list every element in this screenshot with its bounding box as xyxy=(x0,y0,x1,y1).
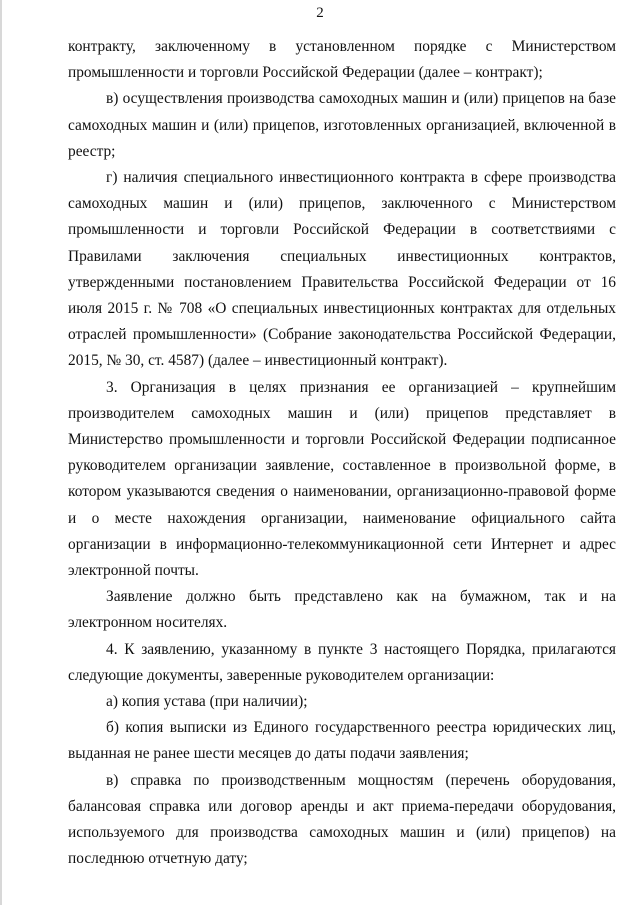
paragraph-item-a-charter: а) копия устава (при наличии); xyxy=(106,693,308,711)
paragraph-item-g-investment-contract: г) наличия специального инвестиционного контракта в сфере производства самоходных машин и (или) прицепов, заключенного с Министерством промышленности и торговли Российской Федерации в соответствиями с Правилами заключения специальных инвестиционных контрактов, утвержденными постановлением Правительства Российской Федерации от 16 июля 2015 г. № 708 «О специальных инвестиционных контрактах для отдельных отраслей промышленности» (Собрание законодательства Российской Федерации, 2015, № 30, ст. 4587) (далее – инвестиционный контракт). xyxy=(68,169,616,370)
paragraph-clause-4: 4. К заявлению, указанному в пункте 3 настоящего Порядка, прилагаются следующие документы, заверенные руководителем организации: xyxy=(68,640,616,684)
paragraph-item-v-production: в) осуществления производства самоходных машин и (или) прицепов на базе самоходных машин и (или) прицепов, изготовленных организацией, включенной в реестр; xyxy=(68,90,616,160)
scan-edge-shadow xyxy=(0,0,2,905)
paragraph-application-format: Заявление должно быть представлено как на бумажном, так и на электронном носителях. xyxy=(68,588,616,632)
page-number: 2 xyxy=(316,5,324,21)
paragraph-contract-continuation: контракту, заключенному в установленном порядке с Министерством промышленности и торговли Российской Федерации (далее – контракт); xyxy=(68,38,616,82)
paragraph-clause-3: 3. Организация в целях признания ее организацией – крупнейшим производителем самоходных машин и (или) прицепов представляет в Министерство промышленности и торговли Российской Федерации подписанное руководителем организации заявление, составленное в произвольной форме, в котором указываются сведения о наименовании, организационно-правовой форме и о месте нахождения организации, наименование официального сайта организации в информационно-телекоммуникационной сети Интернет и адрес электронной почты. xyxy=(68,378,616,580)
paragraph-item-b-registry-extract: б) копия выписки из Единого государственного реестра юридических лиц, выданная не ранее шести месяцев до даты подачи заявления; xyxy=(68,719,616,763)
document-body xyxy=(68,34,616,873)
paragraph-item-v-capacity-certificate: в) справка по производственным мощностям (перечень оборудования, балансовая справка или договор аренды и акт приема-передачи оборудования, используемого для производства самоходных машин и (или) прицепов) на последнюю отчетную дату; xyxy=(68,771,616,868)
